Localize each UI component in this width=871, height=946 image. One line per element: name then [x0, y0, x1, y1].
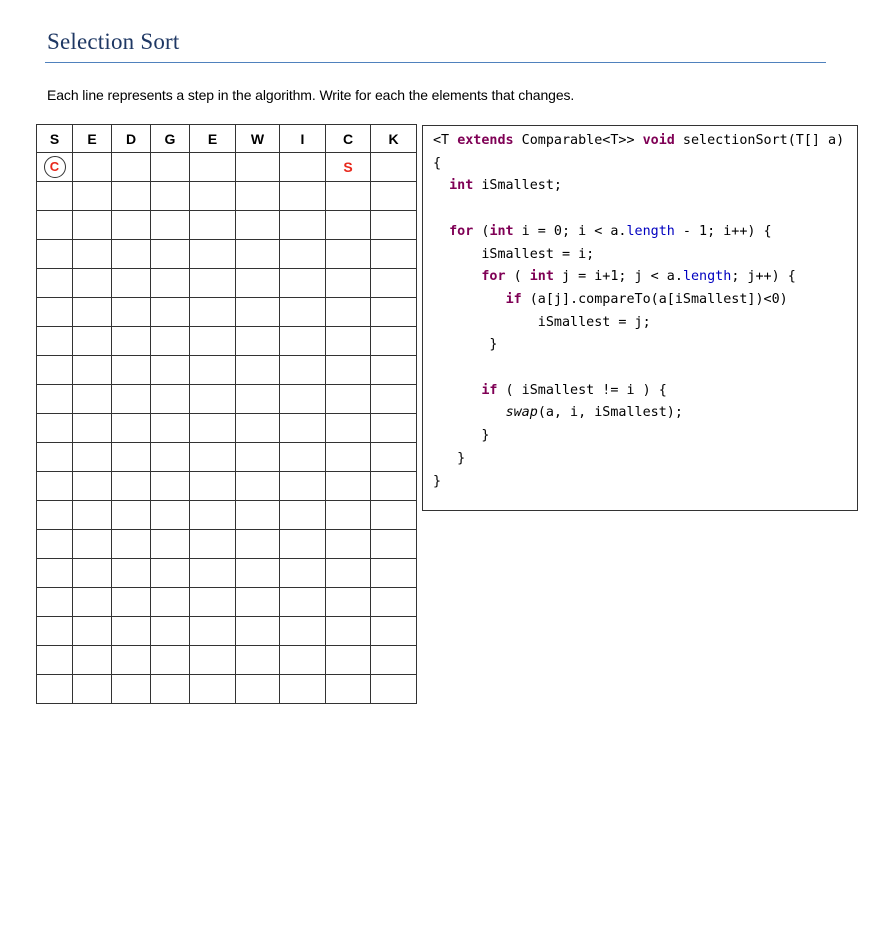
table-row	[37, 675, 417, 704]
table-row	[37, 240, 417, 269]
step-cell[interactable]	[37, 472, 73, 501]
step-cell[interactable]	[280, 182, 326, 211]
step-cell[interactable]	[280, 385, 326, 414]
step-cell[interactable]	[112, 501, 151, 530]
step-cell[interactable]	[190, 385, 236, 414]
step-cell[interactable]	[326, 327, 371, 356]
step-cell[interactable]	[326, 356, 371, 385]
step-cell[interactable]	[73, 443, 112, 472]
step-cell[interactable]	[151, 153, 190, 182]
step-cell[interactable]	[112, 269, 151, 298]
step-cell[interactable]	[326, 443, 371, 472]
step-cell[interactable]	[112, 182, 151, 211]
step-cell[interactable]	[190, 182, 236, 211]
step-cell[interactable]	[151, 443, 190, 472]
step-cell[interactable]	[37, 327, 73, 356]
step-cell[interactable]	[280, 675, 326, 704]
step-cell[interactable]	[236, 182, 280, 211]
step-cell[interactable]	[326, 472, 371, 501]
step-cell[interactable]	[371, 559, 417, 588]
step-cell[interactable]	[371, 182, 417, 211]
step-cell[interactable]	[73, 298, 112, 327]
code-line: swap(a, i, iSmallest);	[505, 405, 683, 421]
step-cell[interactable]	[190, 675, 236, 704]
step-cell[interactable]	[326, 617, 371, 646]
step-cell[interactable]	[73, 240, 112, 269]
table-row	[37, 443, 417, 472]
table-row	[37, 182, 417, 211]
step-cell[interactable]	[190, 269, 236, 298]
step-cell[interactable]	[37, 646, 73, 675]
header-cell: K	[371, 125, 417, 153]
code-line: if ( iSmallest != i ) {	[481, 382, 667, 398]
step-cell[interactable]	[37, 414, 73, 443]
step-cell[interactable]	[190, 414, 236, 443]
step-cell[interactable]	[190, 530, 236, 559]
step-cell[interactable]	[151, 298, 190, 327]
step-cell[interactable]	[326, 240, 371, 269]
step-cell[interactable]	[280, 530, 326, 559]
step-cell[interactable]	[236, 414, 280, 443]
header-cell: E	[73, 125, 112, 153]
step-cell[interactable]	[326, 646, 371, 675]
step-cell[interactable]	[280, 327, 326, 356]
step-cell[interactable]	[236, 356, 280, 385]
step-cell[interactable]	[371, 530, 417, 559]
step-cell[interactable]	[326, 675, 371, 704]
step-cell[interactable]	[151, 559, 190, 588]
step-cell[interactable]	[236, 472, 280, 501]
step-cell[interactable]	[190, 617, 236, 646]
step-cell[interactable]	[326, 414, 371, 443]
step-cell[interactable]	[326, 298, 371, 327]
header-cell: I	[280, 125, 326, 153]
step-cell[interactable]	[326, 269, 371, 298]
step-cell[interactable]	[112, 646, 151, 675]
step-cell[interactable]	[371, 472, 417, 501]
step-cell[interactable]	[280, 356, 326, 385]
step-cell[interactable]	[151, 327, 190, 356]
code-line: <T extends Comparable<T>> void selectionSort(T[] a)	[433, 133, 845, 148]
step-cell[interactable]	[280, 298, 326, 327]
step-cell[interactable]	[371, 269, 417, 298]
step-cell[interactable]	[190, 356, 236, 385]
step-cell[interactable]	[326, 211, 371, 240]
step-cell[interactable]	[73, 356, 112, 385]
step-cell[interactable]	[280, 240, 326, 269]
step-cell[interactable]	[371, 356, 417, 385]
step-cell[interactable]	[112, 472, 151, 501]
page-title: Selection Sort	[47, 29, 180, 54]
step-cell[interactable]	[236, 443, 280, 472]
table-row	[37, 385, 417, 414]
step-cell[interactable]	[112, 675, 151, 704]
table-row	[37, 530, 417, 559]
step-cell[interactable]	[73, 182, 112, 211]
step-cell[interactable]	[73, 617, 112, 646]
step-cell[interactable]	[73, 675, 112, 704]
step-cell[interactable]	[190, 240, 236, 269]
step-cell[interactable]	[280, 588, 326, 617]
step-cell[interactable]	[190, 298, 236, 327]
step-cell[interactable]	[190, 501, 236, 530]
code-line: {	[433, 155, 442, 171]
step-cell[interactable]	[236, 385, 280, 414]
step-cell[interactable]	[37, 385, 73, 414]
step-cell[interactable]	[236, 269, 280, 298]
step-cell[interactable]	[236, 675, 280, 704]
step-cell[interactable]	[190, 559, 236, 588]
step-cell[interactable]	[190, 588, 236, 617]
header-cell: E	[190, 125, 236, 153]
step-cell[interactable]	[236, 617, 280, 646]
code-line: if (a[j].compareTo(a[iSmallest])<0)	[505, 291, 788, 307]
step-cell[interactable]	[112, 443, 151, 472]
step-cell[interactable]	[37, 182, 73, 211]
step-cell[interactable]	[151, 588, 190, 617]
step-cell[interactable]	[73, 385, 112, 414]
step-cell[interactable]	[371, 617, 417, 646]
step-cell[interactable]	[151, 385, 190, 414]
step-cell[interactable]	[371, 588, 417, 617]
step-cell[interactable]	[326, 530, 371, 559]
step-cell[interactable]	[190, 646, 236, 675]
step-cell[interactable]	[236, 559, 280, 588]
step-cell[interactable]	[73, 588, 112, 617]
step-cell[interactable]	[73, 327, 112, 356]
code-line: }	[433, 428, 490, 444]
step-cell[interactable]	[151, 240, 190, 269]
table-row	[37, 356, 417, 385]
step-cell[interactable]	[371, 298, 417, 327]
step-cell[interactable]	[73, 559, 112, 588]
table-row	[37, 414, 417, 443]
step-cell[interactable]	[280, 211, 326, 240]
step-cell[interactable]	[280, 414, 326, 443]
step-cell[interactable]	[236, 240, 280, 269]
step-cell[interactable]	[236, 327, 280, 356]
table-row	[37, 153, 417, 182]
header-cell: D	[112, 125, 151, 153]
step-cell[interactable]	[37, 269, 73, 298]
step-cell[interactable]	[37, 211, 73, 240]
step-cell[interactable]	[151, 501, 190, 530]
step-cell[interactable]	[190, 153, 236, 182]
step-cell[interactable]	[73, 269, 112, 298]
table-row	[37, 646, 417, 675]
step-cell[interactable]	[37, 617, 73, 646]
step-cell[interactable]	[37, 559, 73, 588]
step-cell[interactable]	[280, 617, 326, 646]
table-row	[37, 559, 417, 588]
step-cell[interactable]	[151, 646, 190, 675]
step-cell[interactable]	[37, 240, 73, 269]
code-line: iSmallest = j;	[433, 314, 651, 330]
step-cell[interactable]	[73, 414, 112, 443]
table-row	[37, 501, 417, 530]
code-line: }	[433, 450, 466, 466]
step-cell[interactable]	[37, 356, 73, 385]
step-cell[interactable]	[236, 501, 280, 530]
step-cell[interactable]	[112, 617, 151, 646]
title-underline	[45, 62, 826, 63]
step-cell[interactable]	[371, 501, 417, 530]
code-listing-box	[422, 125, 858, 511]
step-cell[interactable]	[280, 501, 326, 530]
header-cell: G	[151, 125, 190, 153]
step-cell[interactable]	[112, 414, 151, 443]
step-cell[interactable]	[326, 501, 371, 530]
step-cell[interactable]	[112, 298, 151, 327]
step-cell[interactable]	[37, 588, 73, 617]
step-cell[interactable]	[190, 443, 236, 472]
step-cell[interactable]	[151, 356, 190, 385]
instructions-text: Each line represents a step in the algorithm. Write for each the elements that changes.	[47, 87, 575, 103]
table-row	[37, 327, 417, 356]
step-cell[interactable]	[371, 240, 417, 269]
step-cell[interactable]	[151, 269, 190, 298]
step-cell[interactable]	[280, 472, 326, 501]
code-line: for ( int j = i+1; j < a.length; j++) {	[481, 269, 796, 285]
step-cell[interactable]	[37, 153, 73, 182]
step-cell[interactable]	[371, 211, 417, 240]
circled-changed-value: C	[44, 156, 66, 178]
step-cell[interactable]	[236, 646, 280, 675]
step-cell[interactable]	[37, 443, 73, 472]
step-cell[interactable]	[190, 211, 236, 240]
table-row	[37, 211, 417, 240]
code-line: for (int i = 0; i < a.length - 1; i++) {	[449, 223, 772, 239]
step-cell[interactable]	[151, 414, 190, 443]
step-cell[interactable]	[73, 211, 112, 240]
step-cell[interactable]	[37, 501, 73, 530]
step-cell[interactable]: S	[326, 153, 371, 182]
step-cell[interactable]	[236, 298, 280, 327]
step-cell[interactable]	[371, 414, 417, 443]
table-row	[37, 472, 417, 501]
step-cell[interactable]	[280, 269, 326, 298]
step-cell[interactable]	[73, 530, 112, 559]
header-cell: W	[236, 125, 280, 153]
code-line: int iSmallest;	[449, 178, 562, 194]
table-row	[37, 588, 417, 617]
step-cell[interactable]	[73, 501, 112, 530]
code-line: }	[433, 337, 498, 353]
step-cell[interactable]	[37, 298, 73, 327]
step-cell[interactable]	[112, 356, 151, 385]
step-cell[interactable]	[112, 559, 151, 588]
code-line: iSmallest = i;	[433, 246, 595, 262]
step-cell[interactable]	[112, 240, 151, 269]
step-cell[interactable]	[73, 153, 112, 182]
step-cell[interactable]	[190, 472, 236, 501]
step-cell[interactable]	[151, 675, 190, 704]
step-cell[interactable]	[280, 559, 326, 588]
step-cell[interactable]	[112, 385, 151, 414]
table-row	[37, 298, 417, 327]
step-cell[interactable]	[73, 646, 112, 675]
table-row	[37, 617, 417, 646]
step-cell[interactable]	[280, 153, 326, 182]
step-cell[interactable]	[151, 530, 190, 559]
step-cell[interactable]	[190, 327, 236, 356]
step-cell[interactable]	[236, 211, 280, 240]
step-cell[interactable]	[37, 675, 73, 704]
step-cell[interactable]	[112, 327, 151, 356]
step-cell[interactable]	[37, 530, 73, 559]
step-cell[interactable]	[371, 675, 417, 704]
step-cell[interactable]	[326, 385, 371, 414]
step-cell[interactable]	[371, 443, 417, 472]
step-cell[interactable]	[371, 327, 417, 356]
step-cell[interactable]	[151, 211, 190, 240]
step-cell[interactable]	[371, 646, 417, 675]
step-cell[interactable]	[326, 588, 371, 617]
step-cell[interactable]	[280, 646, 326, 675]
step-cell[interactable]	[280, 443, 326, 472]
step-cell[interactable]	[112, 153, 151, 182]
code-line: }	[433, 473, 442, 489]
step-cell[interactable]	[326, 559, 371, 588]
table-row	[37, 269, 417, 298]
step-cell[interactable]	[236, 588, 280, 617]
step-cell[interactable]	[371, 153, 417, 182]
step-cell[interactable]	[73, 472, 112, 501]
step-cell[interactable]	[326, 182, 371, 211]
step-cell[interactable]	[151, 182, 190, 211]
step-cell[interactable]	[236, 530, 280, 559]
step-cell[interactable]	[371, 385, 417, 414]
step-cell[interactable]	[112, 211, 151, 240]
selection-sort-code	[433, 130, 844, 493]
step-cell[interactable]	[151, 617, 190, 646]
step-cell[interactable]	[236, 153, 280, 182]
step-cell[interactable]	[112, 530, 151, 559]
step-cell[interactable]	[112, 588, 151, 617]
header-cell: C	[326, 125, 371, 153]
step-cell[interactable]	[151, 472, 190, 501]
header-cell: S	[37, 125, 73, 153]
sort-steps-table	[36, 124, 417, 704]
table-header-row	[37, 125, 417, 153]
